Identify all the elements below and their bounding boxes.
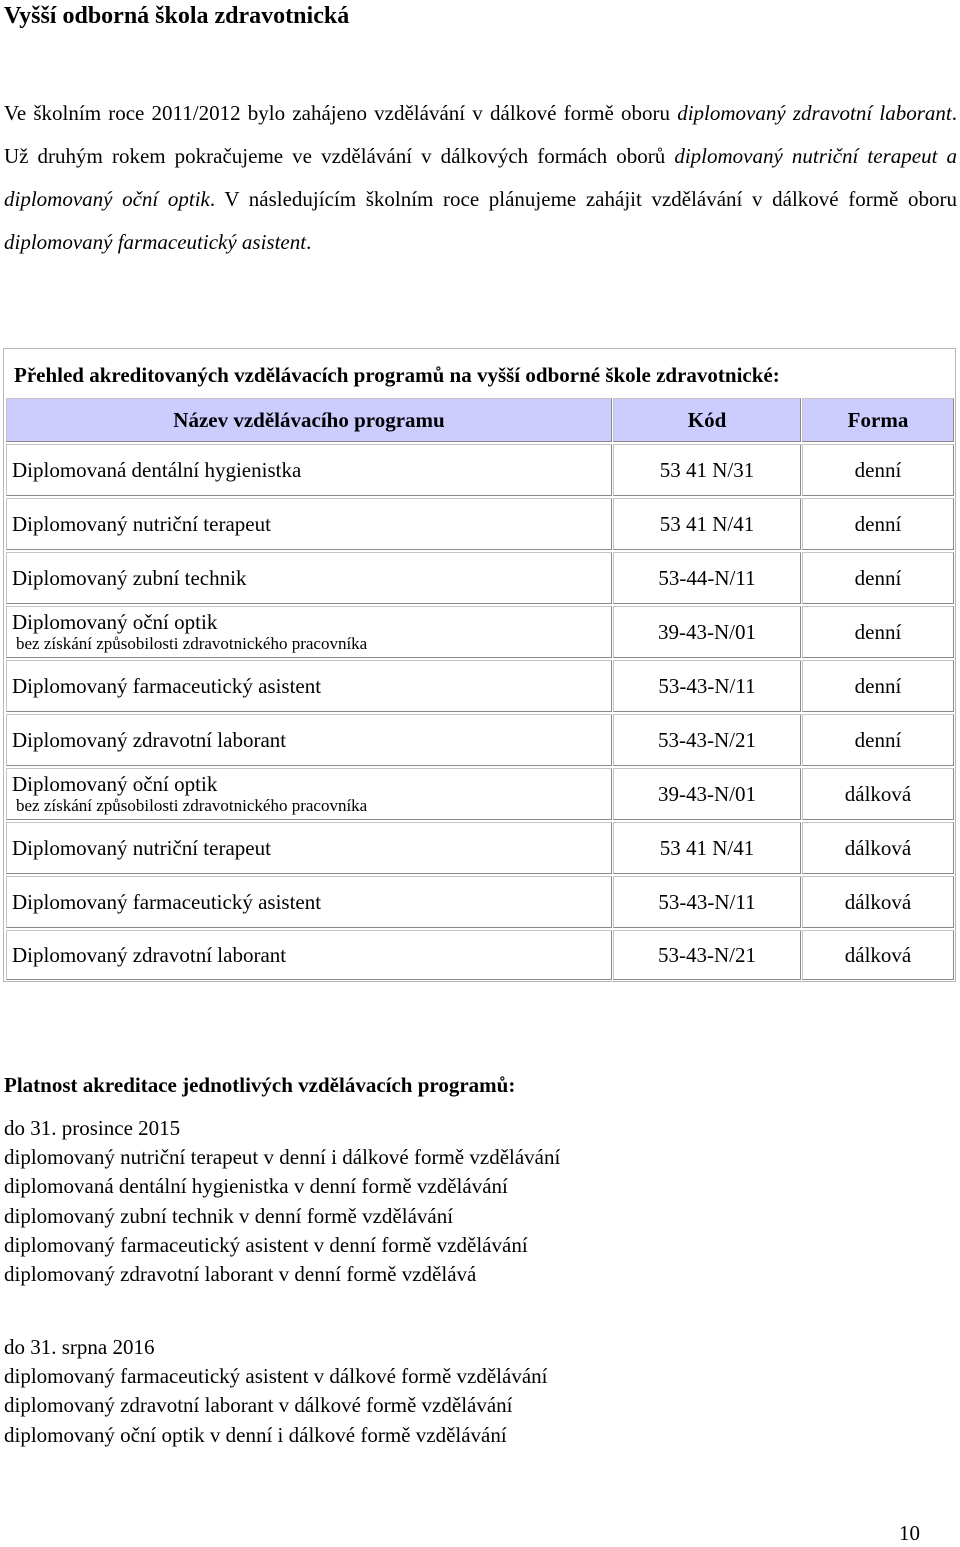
validity-item: diplomovaný farmaceutický asistent v denní formě vzdělávání	[4, 1232, 528, 1257]
program-name: Diplomovaný farmaceutický asistent	[12, 889, 322, 914]
program-name: Diplomovaný nutriční terapeut	[12, 511, 271, 536]
table-row-form: dálková	[802, 876, 954, 928]
table-row-code: 53-43-N/21	[613, 714, 801, 766]
table-row-form: dálková	[802, 930, 954, 980]
intro-emphasis-1: diplomovaný zdravotní laborant	[677, 101, 952, 125]
validity-item: diplomovaný farmaceutický asistent v dálkové formě vzdělávání	[4, 1364, 548, 1389]
table-row-form: dálková	[802, 822, 954, 874]
table-row-name	[6, 552, 612, 604]
table-row-name	[6, 498, 612, 550]
intro-text-3: . V následujícím školním roce plánujeme zahájit vzdělávání v dálkové formě oboru	[209, 187, 957, 211]
table-row-code: 53 41 N/41	[613, 498, 801, 550]
validity-title: Platnost akreditace jednotlivých vzdělávacích programů:	[4, 1073, 516, 1097]
table-row-form: dálková	[802, 768, 954, 820]
intro-text-2: . Už druhým rokem pokračujeme ve vzdělávání v dálkových formách oborů	[4, 101, 957, 168]
header-program-name: Název vzdělávacího programu	[6, 398, 612, 442]
table-row-code: 53-43-N/21	[613, 930, 801, 980]
intro-emphasis-3: diplomovaný farmaceutický asistent	[4, 230, 307, 254]
validity-item: diplomovaný oční optik v denní i dálkové formě vzdělávání	[4, 1422, 507, 1447]
program-name: Diplomovaná dentální hygienistka	[12, 457, 302, 482]
table-row-name	[6, 876, 612, 928]
program-name: Diplomovaný oční optik	[12, 609, 218, 634]
table-row-form: denní	[802, 552, 954, 604]
program-name: Diplomovaný zdravotní laborant	[12, 942, 287, 967]
table-row-name	[6, 444, 612, 496]
program-note: bez získání způsobilosti zdravotnického pracovníka	[16, 633, 368, 653]
page-heading: Vyšší odborná škola zdravotnická	[4, 3, 350, 29]
program-name: Diplomovaný nutriční terapeut	[12, 835, 271, 860]
table-row-name	[6, 714, 612, 766]
programs-table-caption: Přehled akreditovaných vzdělávacích programů na vyšší odborné škole zdravotnické:	[14, 363, 780, 387]
table-row-name	[6, 822, 612, 874]
table-row-code: 53-43-N/11	[613, 660, 801, 712]
validity-item: diplomovaný zubní technik v denní formě vzdělávání	[4, 1203, 454, 1228]
validity-item: diplomovaný zdravotní laborant v dálkové formě vzdělávání	[4, 1393, 513, 1418]
intro-text-4: .	[306, 230, 312, 254]
table-row-form: denní	[802, 660, 954, 712]
table-row-name	[6, 606, 612, 658]
validity-item: diplomovaná dentální hygienistka v denní formě vzdělávání	[4, 1174, 508, 1199]
table-row-code: 53-44-N/11	[613, 552, 801, 604]
table-row-name	[6, 930, 612, 980]
header-form: Forma	[802, 398, 954, 442]
table-row-code: 53 41 N/41	[613, 822, 801, 874]
validity-date: do 31. prosince 2015	[4, 1116, 181, 1140]
validity-date: do 31. srpna 2016	[4, 1335, 155, 1359]
intro-text-1: Ve školním roce 2011/2012 bylo zahájeno vzdělávání v dálkové formě oboru	[4, 101, 678, 125]
program-name: Diplomovaný farmaceutický asistent	[12, 673, 322, 698]
validity-item: diplomovaný zdravotní laborant v denní formě vzdělává	[4, 1262, 477, 1287]
program-name: Diplomovaný oční optik	[12, 771, 218, 796]
validity-group-2016	[4, 1333, 547, 1450]
validity-item: diplomovaný nutriční terapeut v denní i dálkové formě vzdělávání	[4, 1145, 561, 1170]
table-row-form: denní	[802, 444, 954, 496]
table-row-form: denní	[802, 714, 954, 766]
program-name: Diplomovaný zdravotní laborant	[12, 727, 287, 752]
program-note: bez získání způsobilosti zdravotnického pracovníka	[16, 795, 368, 815]
intro-emphasis-2: diplomovaný nutriční terapeut a diplomovaný oční optik	[4, 144, 957, 211]
table-row-form: denní	[802, 606, 954, 658]
validity-group-2015	[4, 1114, 560, 1289]
page-number: 10	[899, 1521, 920, 1545]
table-row-name	[6, 660, 612, 712]
table-row-code: 53-43-N/11	[613, 876, 801, 928]
table-row-code: 53 41 N/31	[613, 444, 801, 496]
intro-paragraph	[4, 92, 957, 264]
header-code: Kód	[613, 398, 801, 442]
table-row-code: 39-43-N/01	[613, 606, 801, 658]
program-name: Diplomovaný zubní technik	[12, 565, 247, 590]
table-row-form: denní	[802, 498, 954, 550]
table-row-name	[6, 768, 612, 820]
table-row-code: 39-43-N/01	[613, 768, 801, 820]
